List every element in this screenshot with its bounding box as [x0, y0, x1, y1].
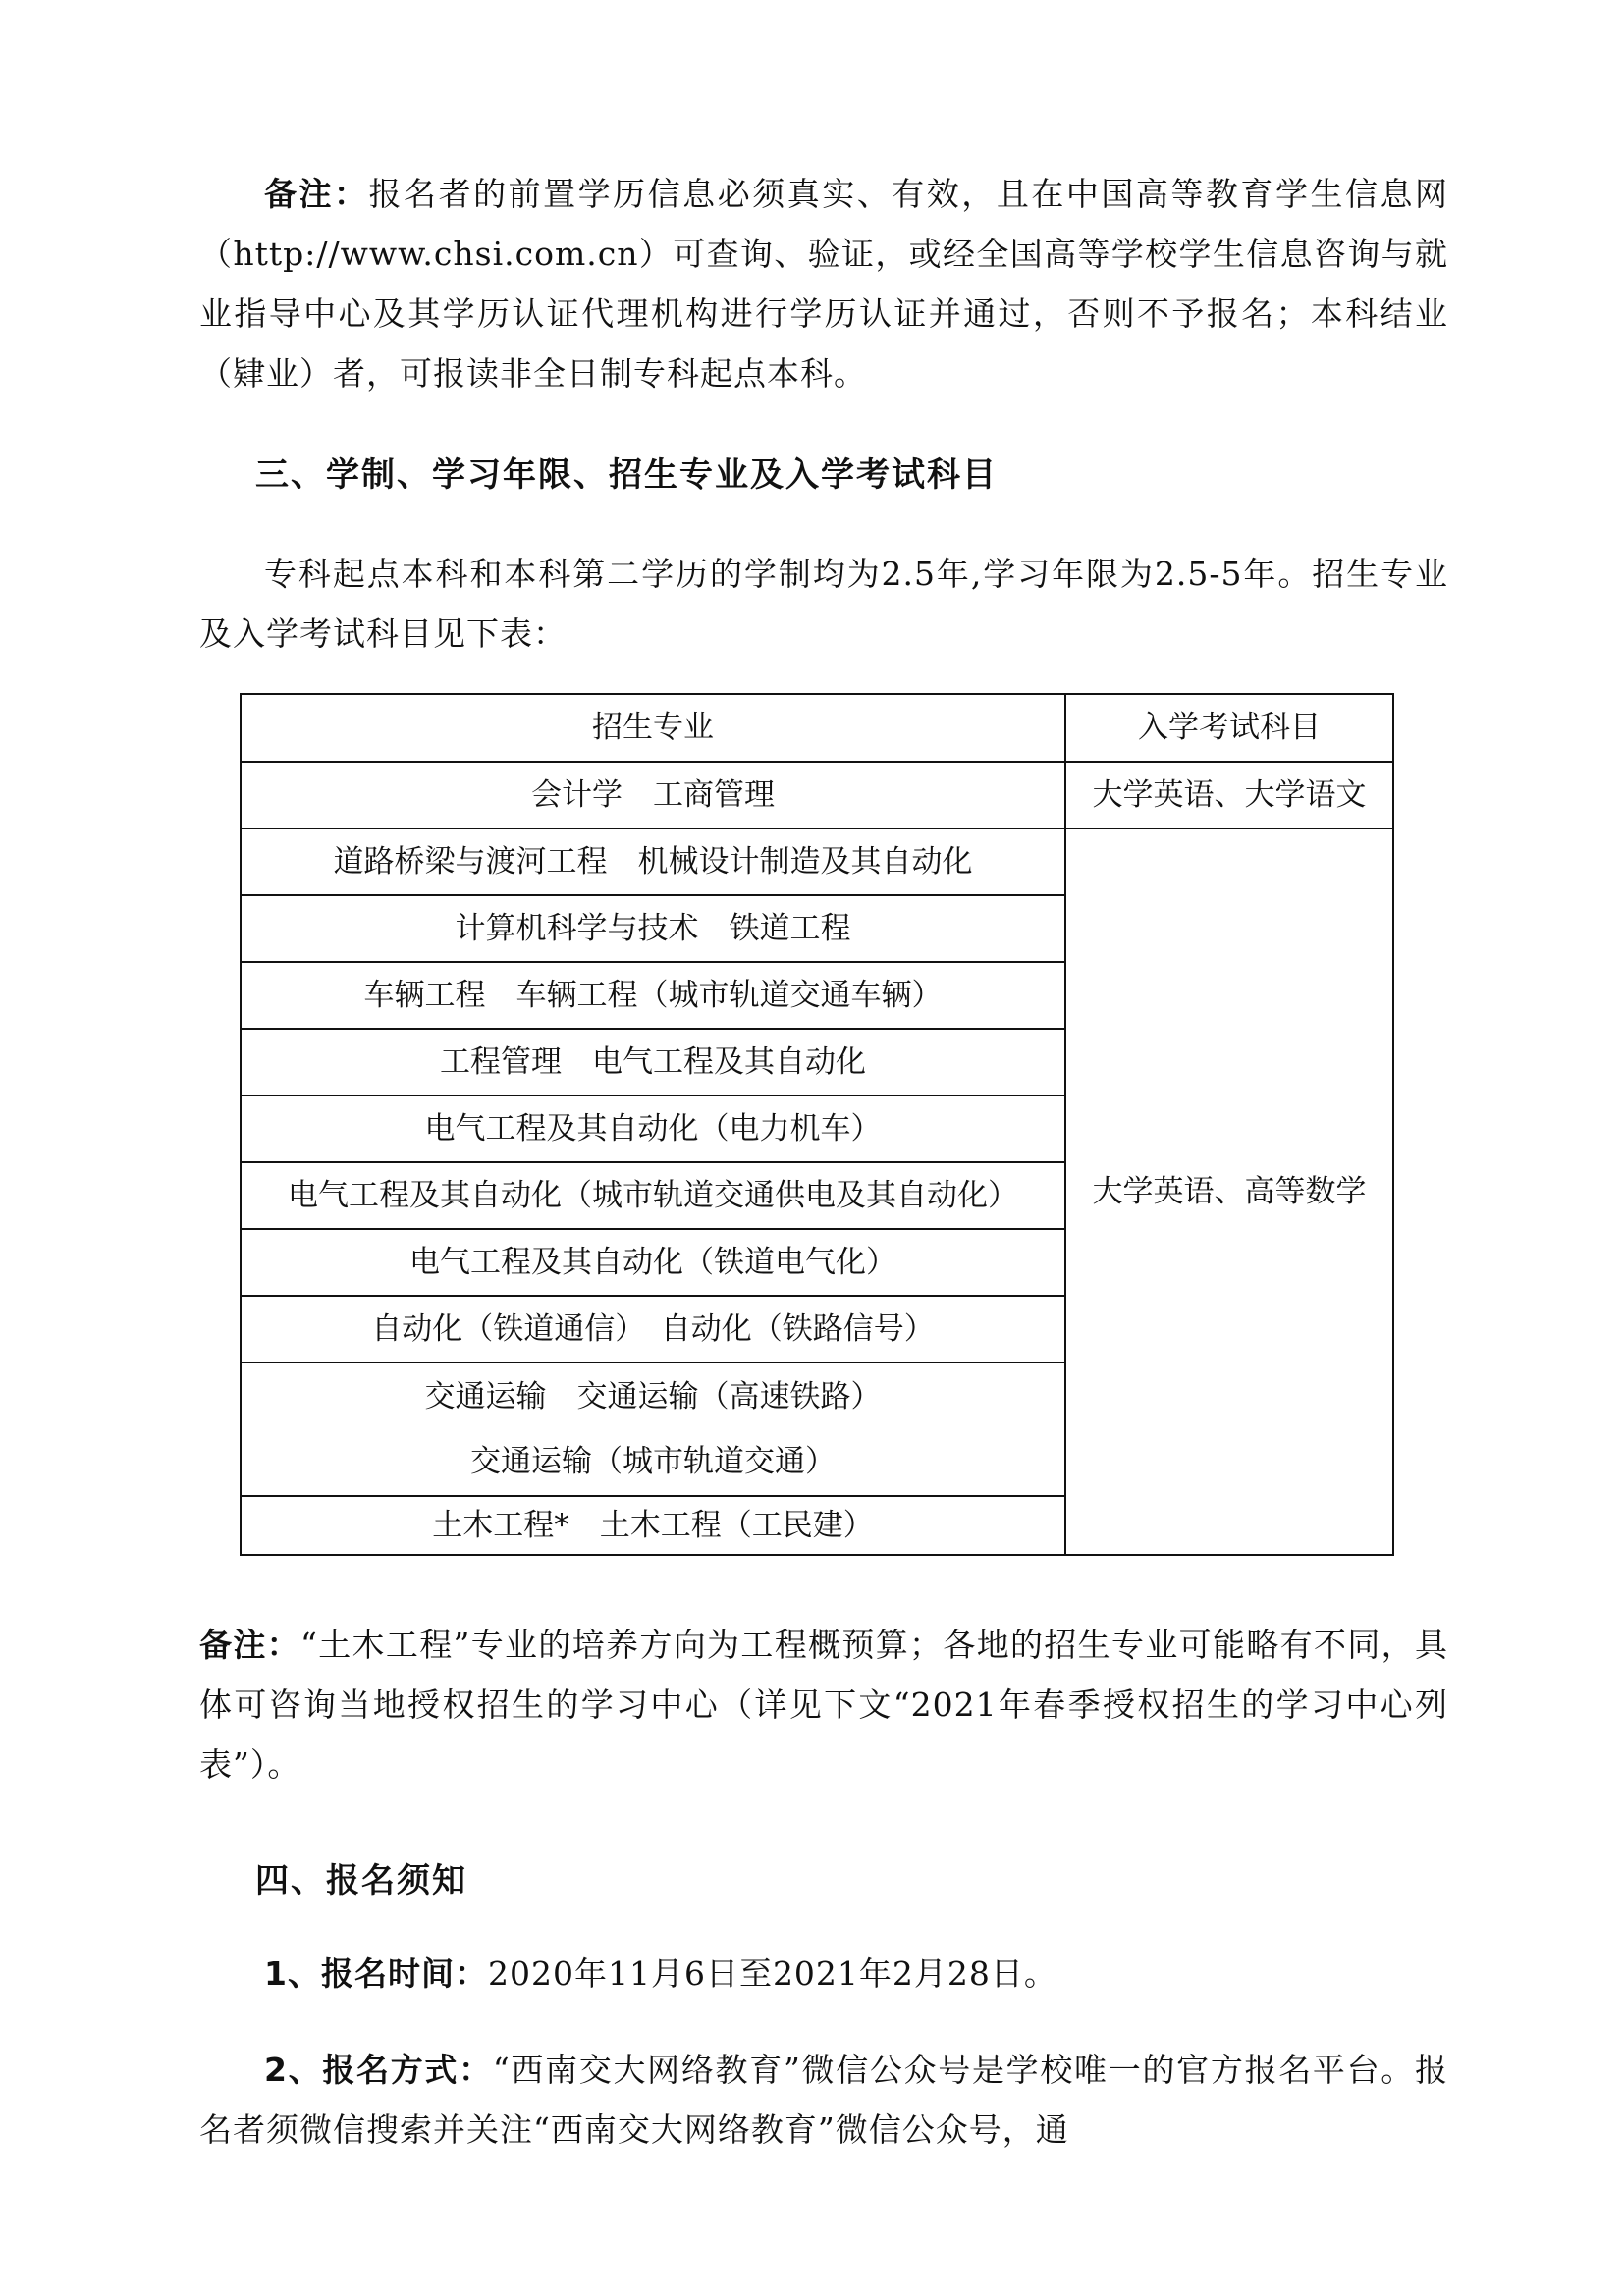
note-label: 备注：: [199, 1626, 300, 1664]
table-row: 会计学 工商管理: [242, 763, 1064, 829]
table-row-line: 交通运输 交通运输（高速铁路）: [424, 1379, 882, 1415]
subjects-column: [1066, 695, 1392, 1554]
registration-time: [199, 1944, 1448, 2003]
note-text: 报名者的前置学历信息必须真实、有效，且在中国高等教育学生信息网（http://www.chsi.com.cn）可查询、验证，或经全国高等学校学生信息咨询与就业指导中心及其学历认证代理机构进行学历认证并通过，否则不予报名；本科结业（肄业）者，可报读非全日制专科起点本科。: [199, 175, 1449, 393]
table-row: [242, 1363, 1064, 1497]
section-3-paragraph: 专科起点本科和本科第二学历的学制均为2.5年,学习年限为2.5-5年。招生专业及入学考试科目见下表：: [199, 555, 1448, 653]
note-paragraph-2: [199, 1615, 1448, 1794]
table-row-line: 交通运输（城市轨道交通）: [470, 1444, 836, 1479]
table-row: 车辆工程 车辆工程（城市轨道交通车辆）: [242, 963, 1064, 1030]
majors-table: [240, 693, 1394, 1556]
item-text: 2020年11月6日至2021年2月28日。: [487, 1954, 1057, 1993]
table-header-subject: 入学考试科目: [1066, 695, 1392, 763]
note-text: “土木工程”专业的培养方向为工程概预算；各地的招生专业可能略有不同，具体可咨询当地授权招生的学习中心（详见下文“2021年春季授权招生的学习中心列表”）。: [199, 1626, 1448, 1784]
section-heading-3: 三、学制、学习年限、招生专业及入学考试科目: [255, 455, 998, 495]
subject-cell: 大学英语、大学语文: [1066, 763, 1392, 829]
registration-method: [199, 2040, 1448, 2160]
item-text: “西南交大网络教育”微信公众号是学校唯一的官方报名平台。报名者须微信搜索并关注“西南交大网络教育”微信公众号，通: [199, 2051, 1448, 2149]
table-row: 自动化（铁道通信） 自动化（铁路信号）: [242, 1297, 1064, 1363]
table-row: 电气工程及其自动化（铁道电气化）: [242, 1230, 1064, 1297]
note-paragraph-1: [199, 164, 1448, 403]
table-row: 电气工程及其自动化（城市轨道交通供电及其自动化）: [242, 1163, 1064, 1230]
table-row: 计算机科学与技术 铁道工程: [242, 896, 1064, 963]
note-label: 备注：: [264, 175, 369, 213]
table-row: 道路桥梁与渡河工程 机械设计制造及其自动化: [242, 829, 1064, 896]
table-header-major: 招生专业: [242, 695, 1064, 763]
item-label: 2、报名方式：: [264, 2051, 493, 2089]
subject-cell: 大学英语、高等数学: [1092, 1173, 1367, 1209]
table-row: 电气工程及其自动化（电力机车）: [242, 1096, 1064, 1163]
item-label: 1、报名时间：: [264, 1954, 488, 1993]
table-row: 土木工程* 土木工程（工民建）: [432, 1507, 874, 1543]
table-row: 工程管理 电气工程及其自动化: [242, 1030, 1064, 1096]
section-heading-4: 四、报名须知: [255, 1861, 467, 1900]
majors-column: [242, 695, 1066, 1554]
